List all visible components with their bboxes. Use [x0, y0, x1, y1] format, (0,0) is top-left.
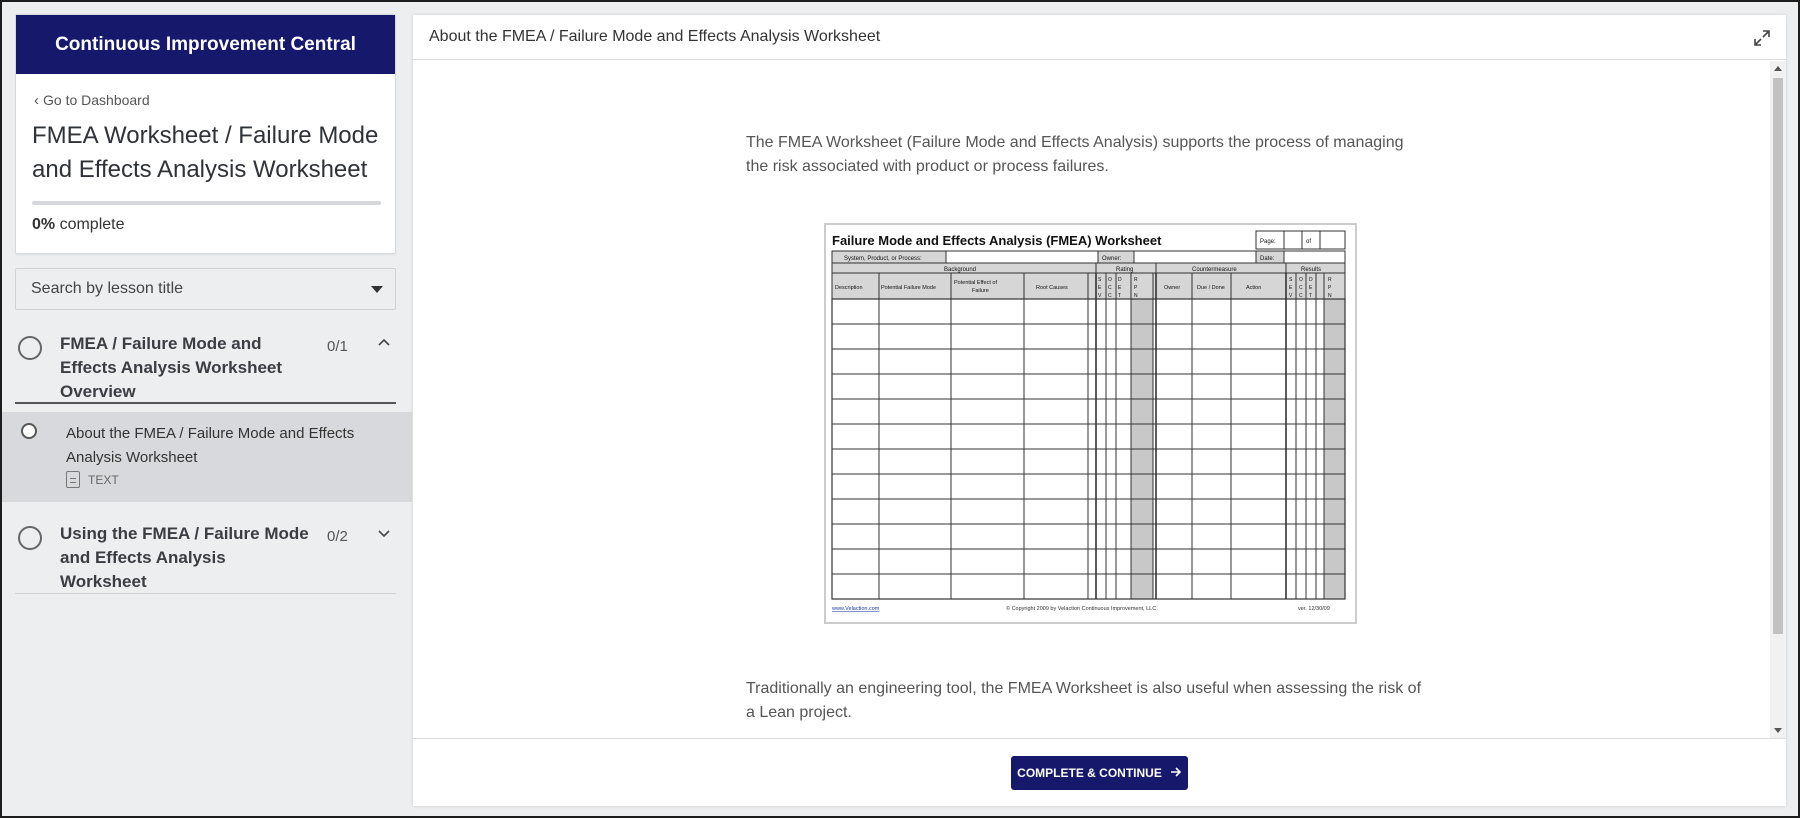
- progress-bar: [32, 201, 381, 205]
- scrollbar-thumb[interactable]: [1773, 78, 1783, 634]
- worksheet-footer-copyright: © Copyright 2009 by Velaction Continuous Improvement, LLC.: [1006, 606, 1158, 612]
- worksheet-letter: T: [1118, 293, 1122, 299]
- worksheet-group-results: Results: [1301, 267, 1322, 273]
- worksheet-col-owner: Owner: [1164, 285, 1181, 291]
- worksheet-system-label: System, Product, or Process:: [844, 256, 922, 262]
- lesson-footer: [413, 738, 1786, 806]
- lesson-content[interactable]: [413, 61, 1786, 738]
- worksheet-letter: O: [1299, 277, 1303, 283]
- lesson-type: [66, 471, 119, 488]
- worksheet-col-effect-2: Failure: [972, 288, 989, 294]
- content-scrollbar[interactable]: [1770, 61, 1786, 738]
- chevron-left-icon: ‹: [34, 91, 39, 109]
- worksheet-letter: P: [1134, 285, 1138, 291]
- caret-down-icon: [371, 286, 383, 293]
- worksheet-letter: E: [1118, 285, 1122, 291]
- lesson-type-label: TEXT: [88, 472, 119, 487]
- course-title: FMEA Worksheet / Failure Mode and Effects Analysis Worksheet: [32, 122, 379, 183]
- worksheet-footer-link: www.Velaction.com: [832, 606, 880, 612]
- lesson-header-title: About the FMEA / Failure Mode and Effects Analysis Worksheet: [429, 28, 881, 45]
- section-status-circle-icon: [18, 336, 42, 360]
- worksheet-letter: N: [1134, 293, 1138, 299]
- go-to-dashboard-label: Go to Dashboard: [43, 92, 150, 108]
- worksheet-col-description: Description: [835, 285, 863, 291]
- lesson-status-circle-icon: [21, 423, 37, 439]
- worksheet-letter: T: [1309, 293, 1313, 299]
- worksheet-group-background: Background: [944, 267, 977, 273]
- section-overview[interactable]: [15, 336, 396, 404]
- intro-paragraph: The FMEA Worksheet (Failure Mode and Effects Analysis) supports the process of managing the risk associated with product or process failures.: [746, 134, 1404, 175]
- worksheet-letter: V: [1289, 293, 1293, 299]
- worksheet-letter: E: [1098, 285, 1102, 291]
- chevron-down-icon[interactable]: [377, 526, 391, 543]
- section-count: 0/1: [327, 338, 348, 355]
- main-panel: [413, 15, 1786, 806]
- section-count: 0/2: [327, 528, 348, 545]
- worksheet-col-action: Action: [1246, 285, 1262, 291]
- section-status-circle-icon: [18, 526, 42, 550]
- complete-and-continue-button[interactable]: [1011, 756, 1188, 790]
- go-to-dashboard-link[interactable]: [34, 92, 150, 108]
- worksheet-letter: D: [1309, 277, 1313, 283]
- worksheet-letter: D: [1118, 277, 1122, 283]
- worksheet-owner-label: Owner:: [1102, 256, 1122, 262]
- text-document-icon: [66, 471, 80, 488]
- worksheet-letter: S: [1289, 277, 1293, 283]
- fmea-worksheet-image: [824, 223, 1357, 624]
- worksheet-letter: O: [1108, 277, 1112, 283]
- worksheet-col-failure-mode: Potential Failure Mode: [881, 285, 937, 291]
- worksheet-letter: C: [1299, 285, 1303, 291]
- section-using[interactable]: [15, 526, 396, 594]
- progress-suffix: complete: [59, 216, 125, 233]
- worksheet-letter: R: [1134, 277, 1138, 283]
- worksheet-letter: C: [1108, 285, 1112, 291]
- worksheet-letter: V: [1098, 293, 1102, 299]
- section-title: Using the FMEA / Failure Mode and Effects Analysis Worksheet: [60, 524, 309, 591]
- worksheet-col-root-causes: Root Causes: [1036, 285, 1068, 291]
- scroll-down-arrow-icon[interactable]: [1774, 728, 1782, 733]
- lesson-item-active[interactable]: [2, 412, 412, 502]
- chevron-up-icon[interactable]: [377, 336, 391, 353]
- worksheet-letter: S: [1098, 277, 1102, 283]
- worksheet-date-label: Date:: [1260, 256, 1275, 262]
- progress-text: [32, 216, 125, 234]
- worksheet-letter: E: [1309, 285, 1313, 291]
- worksheet-group-rating: Rating: [1116, 267, 1134, 273]
- worksheet-of-label: of: [1306, 239, 1312, 245]
- search-placeholder: Search by lesson title: [31, 280, 184, 297]
- cta-label: COMPLETE & CONTINUE: [1017, 766, 1162, 780]
- worksheet-footer-version: ver. 12/30/09: [1298, 606, 1330, 612]
- worksheet-page-label: Page:: [1260, 239, 1276, 245]
- worksheet-letter: N: [1328, 293, 1332, 299]
- arrow-right-icon: [1170, 766, 1182, 780]
- worksheet-group-countermeasure: Countermeasure: [1192, 267, 1237, 273]
- worksheet-title: Failure Mode and Effects Analysis (FMEA) Worksheet: [832, 233, 1162, 248]
- worksheet-letter: E: [1289, 285, 1293, 291]
- worksheet-col-effect: Potential Effect of: [954, 280, 998, 286]
- expand-icon[interactable]: [1752, 28, 1772, 48]
- scroll-up-arrow-icon[interactable]: [1774, 66, 1782, 71]
- worksheet-letter: C: [1108, 293, 1112, 299]
- course-card: [15, 14, 396, 254]
- worksheet-letter: P: [1328, 285, 1332, 291]
- lesson-search-select[interactable]: [15, 268, 396, 310]
- brand-title[interactable]: Continuous Improvement Central: [16, 15, 395, 74]
- worksheet-col-due: Due / Done: [1197, 285, 1225, 291]
- lesson-title: About the FMEA / Failure Mode and Effects Analysis Worksheet: [66, 425, 355, 466]
- section-title: FMEA / Failure Mode and Effects Analysis Worksheet Overview: [60, 334, 283, 401]
- worksheet-letter: C: [1299, 293, 1303, 299]
- progress-value: 0%: [32, 216, 56, 233]
- worksheet-letter: R: [1328, 277, 1332, 283]
- lesson-header: [413, 15, 1786, 60]
- second-paragraph: Traditionally an engineering tool, the FMEA Worksheet is also useful when assessing the risk of a Lean project.: [746, 680, 1422, 721]
